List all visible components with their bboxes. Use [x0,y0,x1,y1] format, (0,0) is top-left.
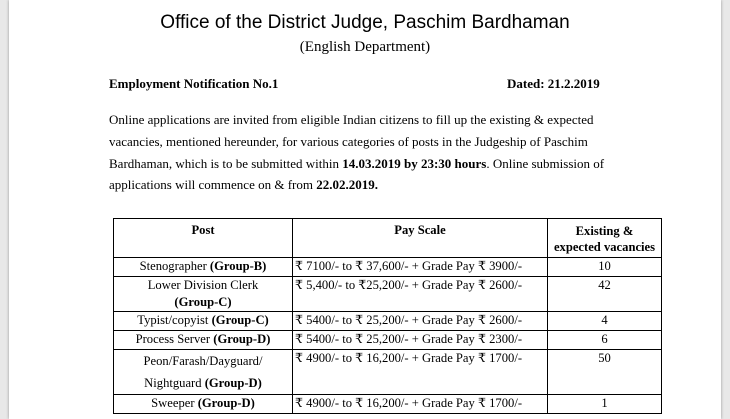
vacancy-cell: 50 [548,350,662,395]
post-name: Sweeper [151,396,198,410]
table-row [114,395,662,414]
header-vacancies [548,219,662,258]
table-row [114,350,662,395]
notification-date: Dated: 21.2.2019 [507,76,600,91]
notification-number: Employment Notification No.1 [109,76,279,91]
post-cell [114,331,293,350]
commencement-date: 22.02.2019. [316,177,378,192]
paragraph-text: Bardhaman, which is to be submitted within [109,156,343,171]
post-cell [114,312,293,331]
table-row [114,331,662,350]
post-cell [114,277,293,312]
header-vacancies-line-2: expected vacancies [553,240,656,254]
pay-cell: ₹ 5400/- to ₹ 25,200/- + Grade Pay ₹ 2600/- [293,312,548,331]
header-vacancies-line-1: Existing & [575,224,634,238]
paragraph-line-3 [109,156,604,172]
post-group: (Group-D) [197,396,255,410]
vacancy-table [113,218,662,414]
paragraph-text: applications will commence on & from [109,177,317,192]
pay-cell: ₹ 4900/- to ₹ 16,200/- + Grade Pay ₹ 1700/- [293,395,548,414]
paragraph-text: . Online submission of [486,156,605,171]
post-name: Peon/Farash/Dayguard/ [143,354,263,368]
vacancy-cell: 10 [548,258,662,277]
header-pay-scale: Pay Scale [293,219,548,258]
post-name: Process Server [135,332,214,346]
table-row [114,258,662,277]
table-row [114,277,662,312]
vacancy-cell: 6 [548,331,662,350]
paragraph-line-1: Online applications are invited from eligible Indian citizens to fill up the existing & expected [109,112,594,127]
post-cell [114,258,293,277]
post-group: (Group-C) [174,295,232,309]
pay-cell: ₹ 5400/- to ₹ 25,200/- + Grade Pay ₹ 2300/- [293,331,548,350]
post-name: Lower Division Clerk [147,278,259,292]
post-group: (Group-C) [211,313,269,327]
table-row [114,312,662,331]
deadline-text: 14.03.2019 by 23:30 hours [342,156,487,171]
document-page [9,0,721,419]
pay-cell: ₹ 5,400/- to ₹25,200/- + Grade Pay ₹ 2600/- [293,277,548,312]
post-name: Stenographer [139,259,210,273]
post-group: (Group-D) [213,332,271,346]
vacancy-cell: 4 [548,312,662,331]
post-group: (Group-B) [209,259,267,273]
post-name-line-2: Nightguard [144,376,205,390]
post-name: Typist/copyist [137,313,212,327]
paragraph-line-4 [109,177,378,193]
post-cell [114,395,293,414]
paragraph-line-2: vacancies, mentioned hereunder, for various categories of posts in the Judgeship of Paschim [109,134,588,149]
table-header-row [114,219,662,258]
pay-cell: ₹ 4900/- to ₹ 16,200/- + Grade Pay ₹ 1700/- [293,350,548,395]
header-post: Post [114,219,293,258]
vacancy-cell: 1 [548,395,662,414]
post-cell [114,350,293,395]
office-title: Office of the District Judge, Paschim Bardhaman [160,12,570,33]
pay-cell: ₹ 7100/- to ₹ 37,600/- + Grade Pay ₹ 3900/- [293,258,548,277]
post-group: (Group-D) [204,376,262,390]
vacancy-cell: 42 [548,277,662,312]
department-subtitle: (English Department) [299,39,431,55]
